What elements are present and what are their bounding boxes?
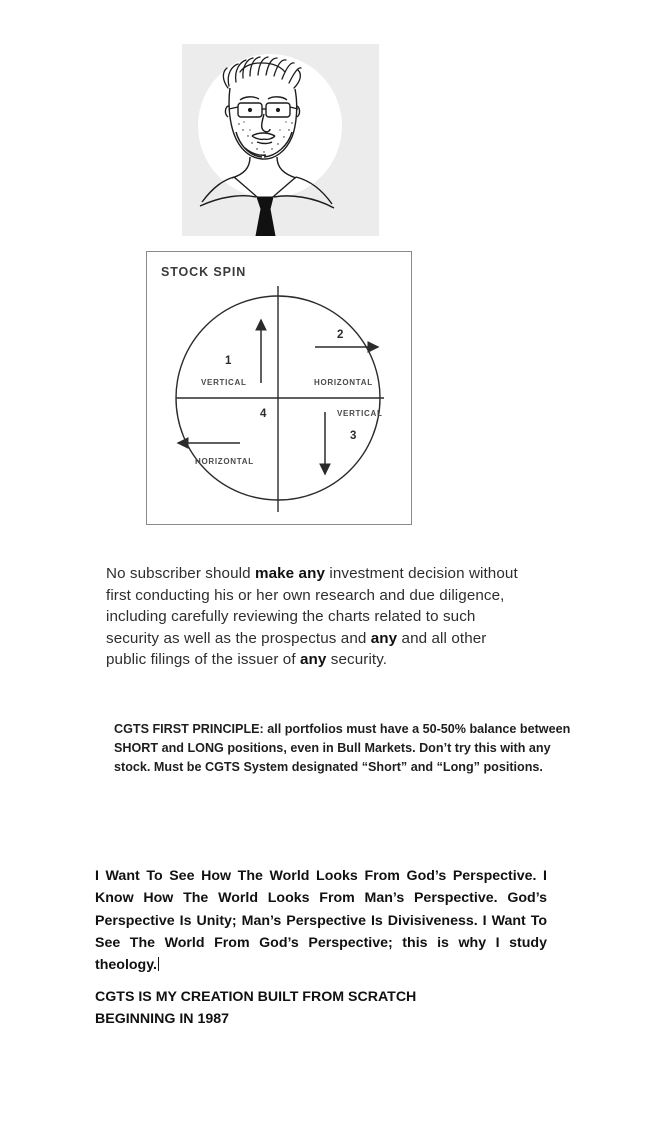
avatar-panel [182, 44, 379, 236]
disclaimer-part-1: No subscriber should [106, 565, 255, 583]
disclaimer-bold-1: make any [254, 565, 326, 583]
investment-disclaimer-paragraph [106, 563, 526, 671]
stock-spin-diagram [146, 251, 412, 525]
spin-quadrant-3-label: VERTICAL [337, 409, 383, 418]
spin-quadrant-1-label: VERTICAL [201, 378, 247, 387]
portrait-avatar-icon [182, 44, 379, 236]
cgts-creation-statement [95, 986, 547, 1031]
disclaimer-part-3: and all other public filings of the issuer of [106, 629, 487, 669]
spin-quadrant-4-label: HORIZONTAL [195, 457, 254, 466]
cgts-first-principle-text: CGTS FIRST PRINCIPLE: all portfolios must have a 50-50% balance between SHORT and LONG positions, even in Bull Markets. Don’t try this with any stock. Must be CGTS System designated “Short” and “Long” positions. [114, 721, 571, 775]
creation-line-1: CGTS IS MY CREATION BUILT FROM SCRATCH [95, 989, 417, 1005]
spin-quadrant-3-number: 3 [350, 430, 357, 442]
text-cursor-caret [158, 957, 159, 971]
disclaimer-bold-3: any [300, 651, 327, 669]
disclaimer-part-2: investment decision without first conducting his or her own research and due diligence, including carefully reviewing the charts related to such security as well as the prospectus and [106, 565, 518, 647]
spin-quadrant-2-number: 2 [337, 329, 344, 341]
creation-line-2: BEGINNING IN 1987 [95, 1011, 230, 1028]
theology-statement-paragraph [95, 865, 547, 976]
disclaimer-bold-2: any [370, 629, 398, 647]
theology-text: I Want To See How The World Looks From God’s Perspective. I Know How The World Looks From Man’s Perspective. God’s Perspective Is Unity; Man’s Perspective Is Divisiveness. I Want To See The World From God’s Perspective; this is why I study theology. [95, 868, 547, 974]
stock-spin-title: STOCK SPIN [161, 265, 247, 279]
disclaimer-part-4: security. [326, 651, 388, 669]
spin-quadrant-1-number: 1 [225, 355, 232, 367]
spin-quadrant-4-number: 4 [260, 408, 267, 420]
spin-quadrant-2-label: HORIZONTAL [314, 378, 373, 387]
stock-spin-svg [147, 252, 411, 524]
